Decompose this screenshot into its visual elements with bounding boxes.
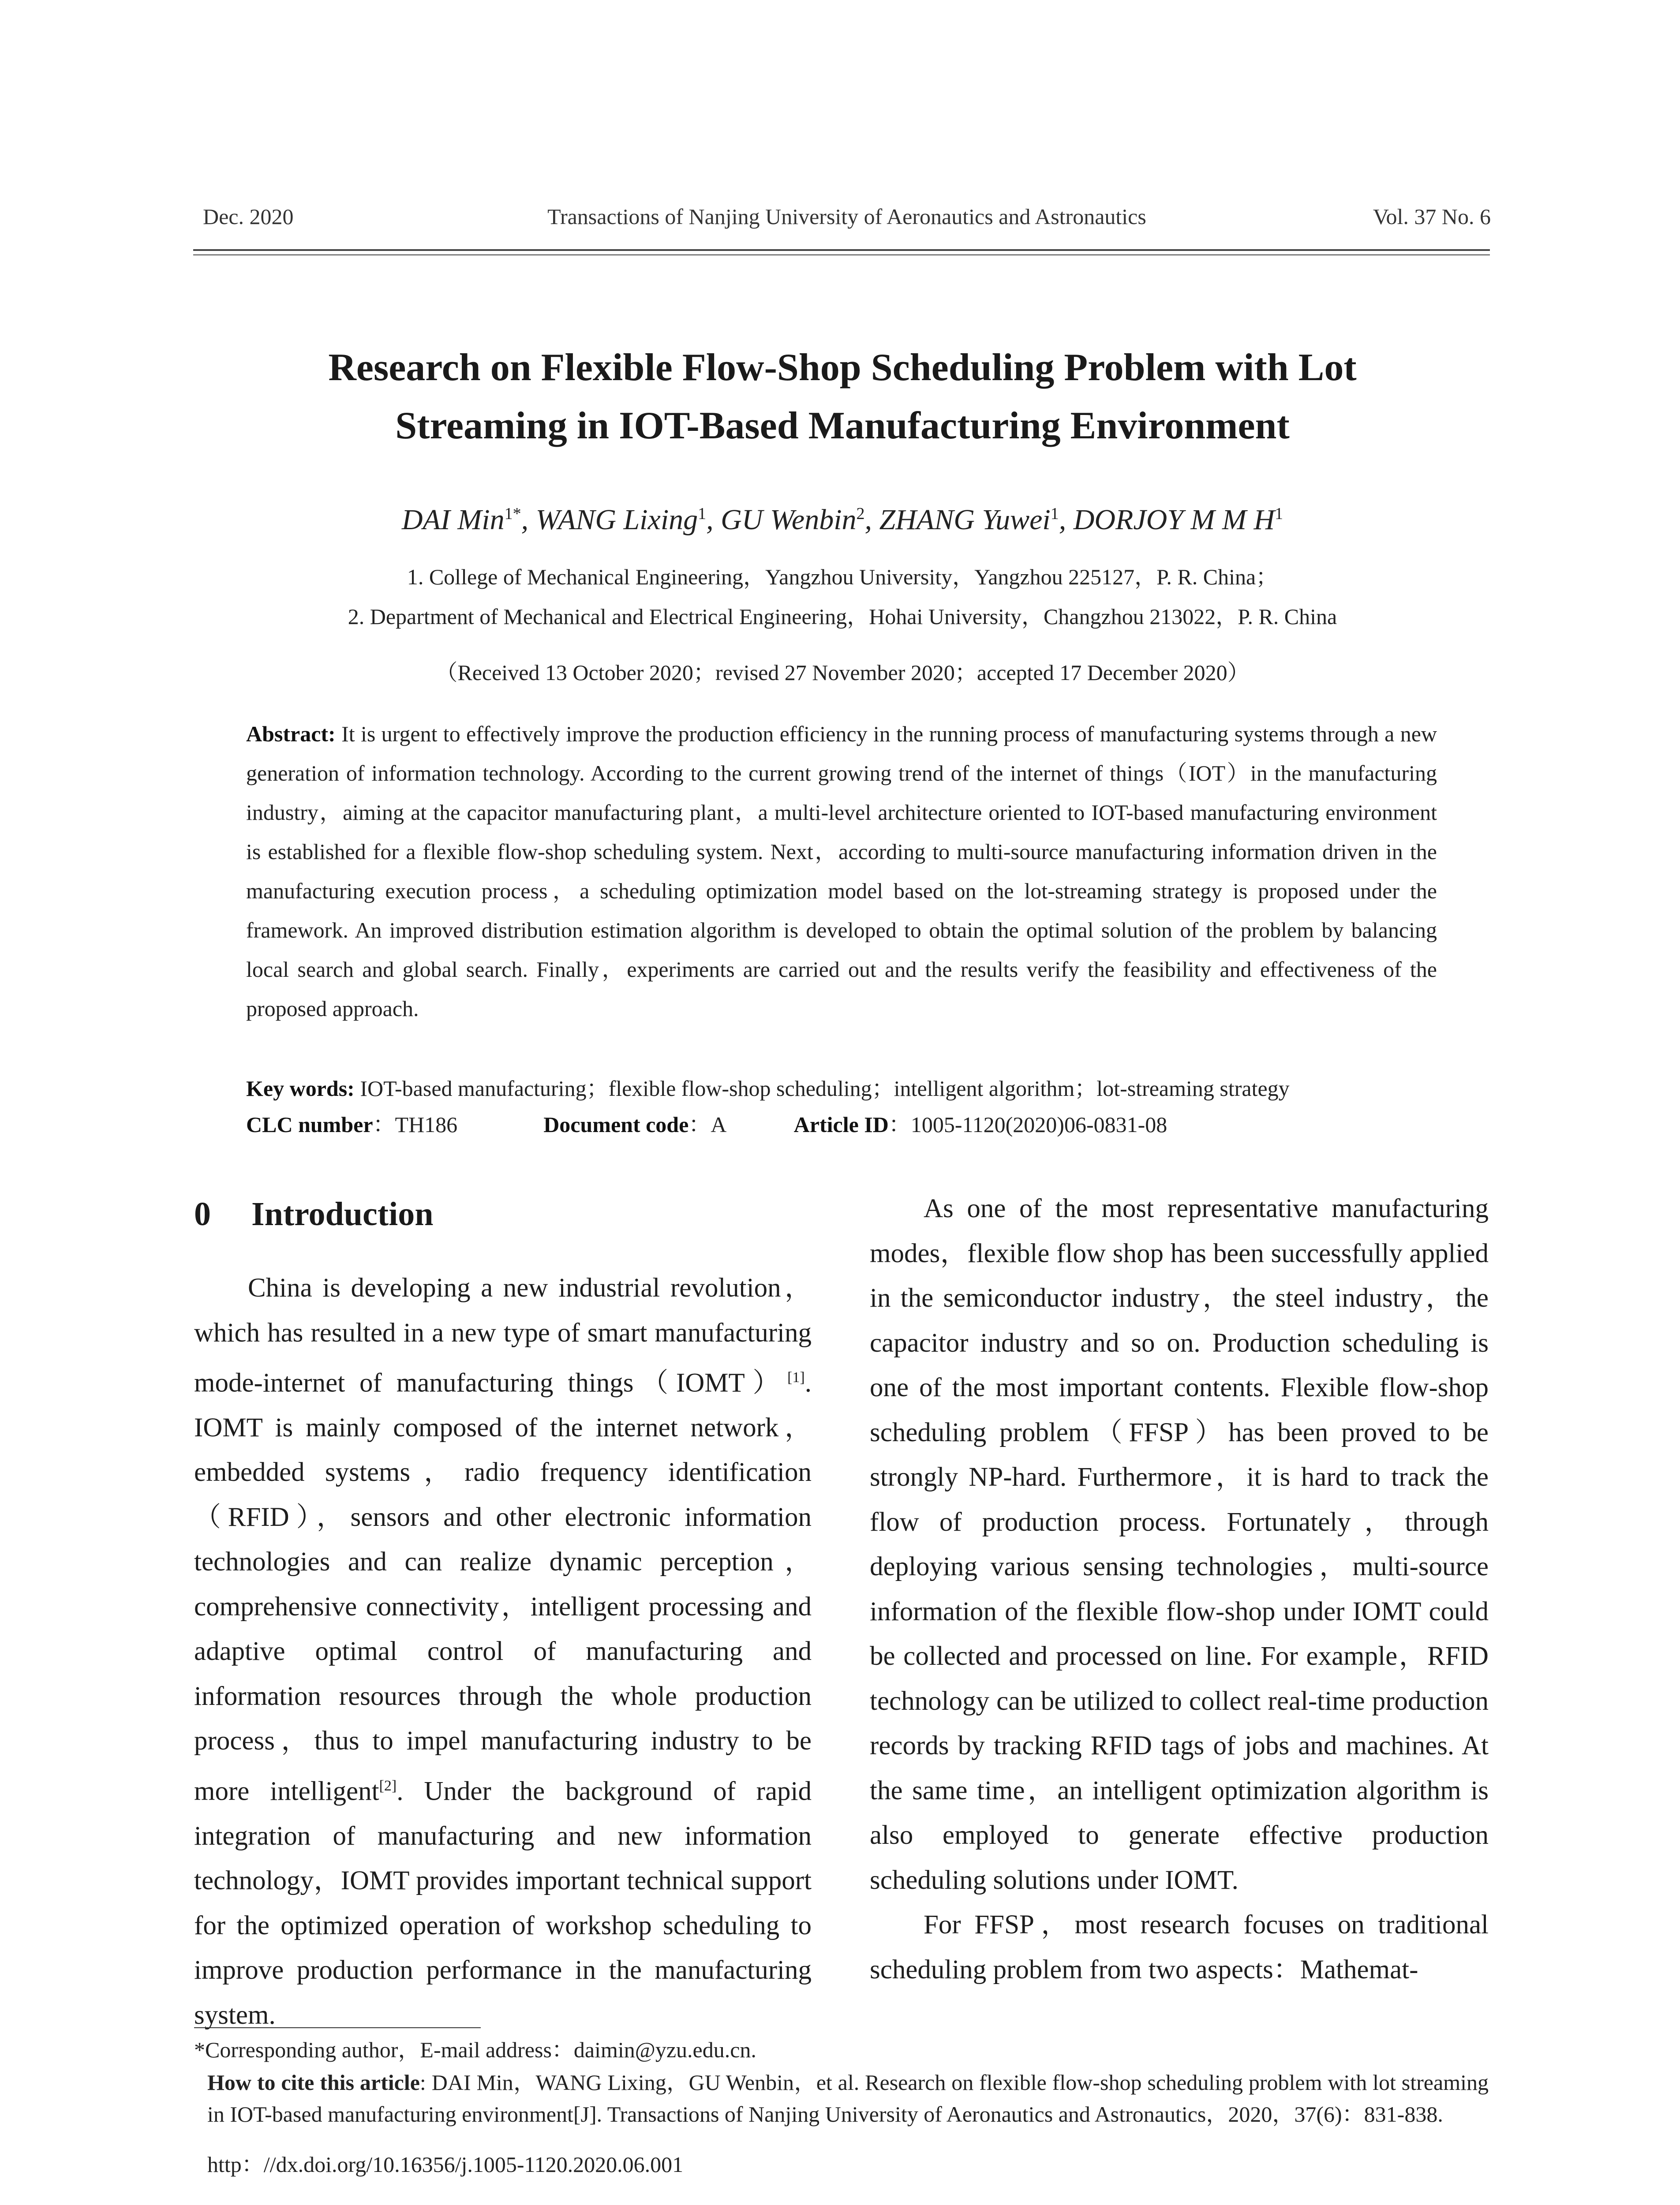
author-affil-mark: 1* (504, 505, 521, 523)
abstract-text: It is urgent to effectively improve the production efficiency in the running process of manufacturing systems through a new generation of information technology. According to the current growing trend of the internet of things（IOT）in the manufacturing industry，aiming at the capacitor manufacturing plant，a multi-level architecture oriented to IOT-based manufacturing environment is established for a flexible flow-shop scheduling system. Next，according to multi-source manufacturing information driven in the manufacturing execution process，a scheduling optimization model based on the lot-streaming strategy is proposed under the framework. An improved distribution estimation algorithm is developed to obtain the optimal solution of the problem by balancing local search and global search. Finally，experiments are carried out and the results verify the feasibility and effectiveness of the proposed approach. (246, 721, 1437, 1021)
received-dates: （Received 13 October 2020；revised 27 November 2020；accepted 17 December 2020） (435, 660, 1250, 685)
keywords-label: Key words: (246, 1076, 355, 1101)
affiliation-1: 1. College of Mechanical Engineering，Yangzhou University，Yangzhou 225127，P. R. China； (407, 564, 1278, 589)
intro-paragraph: China is developing a new industrial revolution，which has resulted in a new type of smart manufacturing mode-internet of manufacturing things（IOMT）[1]. IOMT is mainly composed of the internet network，embedded systems，radio frequency identification（RFID），sensors and other electronic information technologies and can realize dynamic perception，comprehensive connectivity，intelligent processing and adaptive optimal control of manufacturing and information resources through the whole production process，thus to impel manufacturing industry to be more intelligent[2]. Under the background of rapid integration of manufacturing and new information technology，IOMT provides important technical support for the optimized operation of workshop scheduling to improve production performance in the manufacturing system. (194, 1273, 812, 2030)
running-header (203, 204, 1491, 235)
author-name: DAI Min (401, 504, 505, 536)
doc-code-value: ：A (688, 1112, 726, 1137)
section-number: 0 (194, 1196, 211, 1233)
volume-number: Vol. 37 No. 6 (1373, 204, 1491, 229)
article-id-label: Article ID (793, 1112, 889, 1137)
doi-link[interactable]: http：//dx.doi.org/10.16356/j.1005-1120.2020.06.001 (207, 2152, 684, 2177)
author-affil-mark: 1 (1050, 505, 1059, 523)
cite-text: : DAI Min，WANG Lixing，GU Wenbin，et al. Research on flexible flow-shop scheduling problem with lot streaming in IOT-based manufacturing environment[J]. Transactions of Nanjing University of Aeronautics and Astronautics，2020，37(6)：831-838. (207, 2070, 1489, 2127)
paper-title (176, 339, 1508, 455)
classification-line (246, 1107, 1481, 1142)
author-list: DAI Min$^{1*}$, WANG Lixing$^1$, GU Wenbin$^2$, ZHANG Yuwei$^1$, DORJOY M M $H^1$ (401, 504, 1283, 536)
citation-note (207, 2067, 1489, 2130)
body-paragraph: As one of the most representative manufacturing modes，flexible flow shop has been successfully applied in the semiconductor industry，the steel industry，the capacitor industry and so on. Production scheduling is one of the most important contents. Flexible flow-shop scheduling problem（FFSP）has been proved to be strongly NP-hard. Furthermore，it is hard to track the flow of production process. Fortunately，through deploying various sensing technologies，multi-source information of the flexible flow-shop under IOMT could be collected and processed on line. For example，RFID technology can be utilized to collect real-time production records by tracking RFID tags of jobs and machines. At the same time，an intelligent optimization algorithm is also employed to generate effective production scheduling solutions under IOMT. (870, 1194, 1489, 1895)
left-column (194, 1266, 812, 2037)
author-name: WANG Lixing (535, 504, 698, 536)
affiliation-2: 2. Department of Mechanical and Electrical Engineering，Hohai University，Changzhou 213022，P. R. China (348, 604, 1337, 629)
author-affil-mark: 1 (1275, 505, 1283, 523)
clc-label: CLC number (246, 1112, 373, 1137)
author-affil-mark: 1 (698, 505, 707, 523)
abstract-label: Abstract: (246, 721, 336, 746)
issue-date: Dec. 2020 (203, 204, 294, 229)
clc-value: ：TH186 (373, 1112, 458, 1137)
journal-name: Transactions of Nanjing University of Aeronautics and Astronautics (547, 204, 1146, 229)
header-rule-thick (193, 249, 1490, 251)
author-affil-mark: 2 (856, 505, 865, 523)
corresponding-author-note: *Corresponding author，E-mail address：daimin@yzu.edu.cn. (194, 2037, 756, 2062)
author-name: DORJOY M M H (1073, 504, 1275, 536)
title-line-1: Research on Flexible Flow-Shop Scheduling Problem with Lot (328, 346, 1357, 389)
footnote-rule (194, 2027, 481, 2028)
keywords (246, 1071, 1481, 1106)
section-heading (194, 1195, 433, 1233)
article-id-value: ：1005-1120(2020)06-0831-08 (888, 1112, 1167, 1137)
section-title: Introduction (251, 1196, 434, 1233)
header-rule-thin (193, 254, 1490, 255)
body-paragraph: For FFSP，most research focuses on traditional scheduling problem from two aspects：Mathemat- (870, 1910, 1489, 1984)
author-name: GU Wenbin (721, 504, 857, 536)
doc-code-label: Document code (543, 1112, 689, 1137)
keywords-text: IOT-based manufacturing；flexible flow-shop scheduling；intelligent algorithm；lot-streaming strategy (360, 1076, 1290, 1101)
citation-ref[interactable]: [2] (379, 1777, 397, 1794)
right-column (870, 1186, 1489, 1992)
citation-ref[interactable]: [1] (787, 1369, 805, 1386)
title-line-2: Streaming in IOT-Based Manufacturing Environment (395, 404, 1290, 447)
author-name: ZHANG Yuwei (879, 504, 1051, 536)
abstract (246, 714, 1437, 1028)
cite-label: How to cite this article (207, 2070, 420, 2095)
